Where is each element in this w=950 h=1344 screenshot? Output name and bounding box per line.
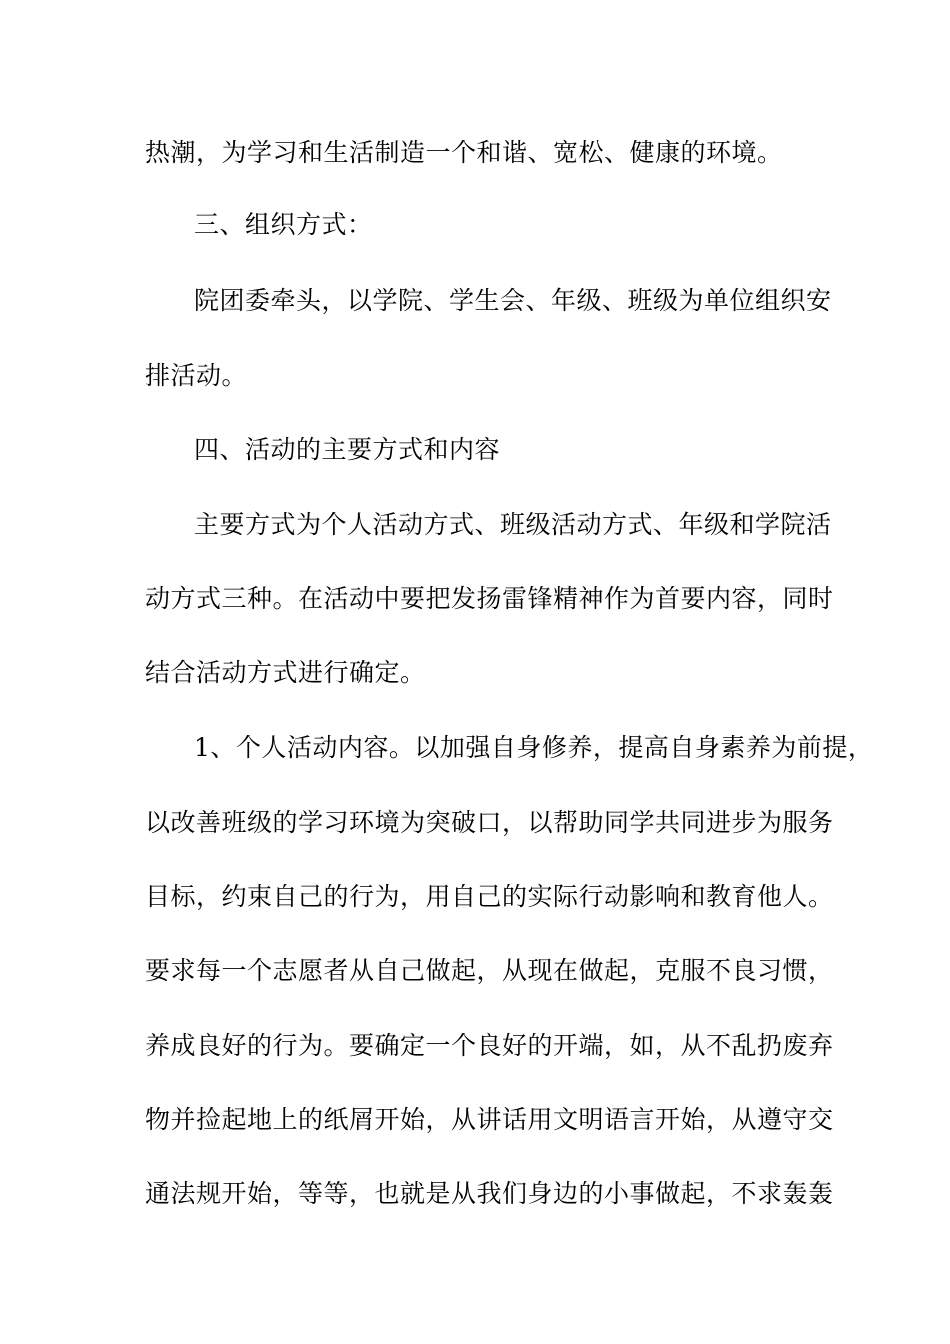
paragraph-line: 以改善班级的学习环境为突破口，以帮助同学共同进步为服务 (145, 808, 834, 837)
paragraph-line: 1、个人活动内容。以加强自身修养，提高自身素养为前提， (194, 733, 874, 762)
section-heading: 三、组织方式： (194, 210, 373, 239)
paragraph-line: 排活动。 (145, 361, 248, 390)
paragraph-line: 养成良好的行为。要确定一个良好的开端，如，从不乱扔废弃 (145, 1031, 834, 1060)
paragraph-line: 热潮，为学习和生活制造一个和谐、宽松、健康的环境。 (145, 138, 783, 167)
paragraph-line: 目标，约束自己的行为，用自己的实际行动影响和教育他人。 (145, 882, 834, 911)
paragraph-line: 主要方式为个人活动方式、班级活动方式、年级和学院活 (194, 510, 832, 539)
paragraph-line: 动方式三种。在活动中要把发扬雷锋精神作为首要内容，同时 (145, 584, 834, 613)
paragraph-line: 要求每一个志愿者从自己做起，从现在做起，克服不良习惯， (145, 956, 834, 985)
section-heading: 四、活动的主要方式和内容 (194, 435, 501, 464)
paragraph-line: 院团委牵头，以学院、学生会、年级、班级为单位组织安 (194, 286, 832, 315)
paragraph-line: 结合活动方式进行确定。 (145, 658, 426, 687)
paragraph-line: 通法规开始，等等，也就是从我们身边的小事做起，不求轰轰 (145, 1179, 834, 1208)
paragraph-line: 物并捡起地上的纸屑开始，从讲话用文明语言开始，从遵守交 (145, 1105, 834, 1134)
